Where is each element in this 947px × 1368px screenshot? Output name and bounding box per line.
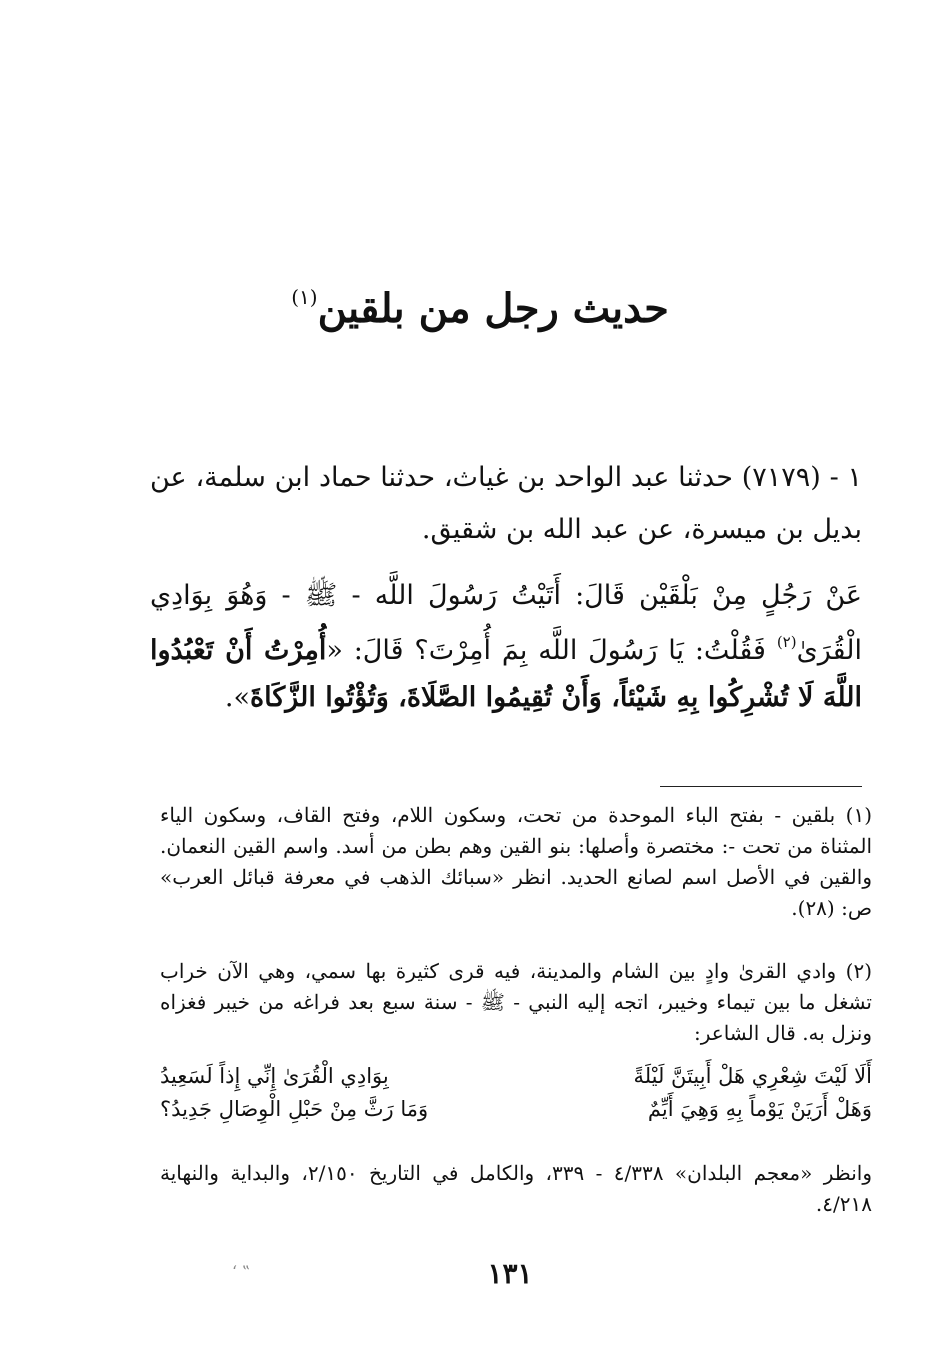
verse-first-hemistich: أَلَا لَيْتَ شِعْرِي هَلْ أَبِيتَنَّ لَيْلَةً	[633, 1064, 872, 1088]
footnote-1: (١) بلقين - بفتح الباء الموحدة من تحت، وسكون اللام، وفتح القاف، وسكون الياء المثناة من تحت -: مختصرة وأصلها: بنو القين وهم بطن من أسد. واسم القين النعمان. والقين في الأصل اسم لصانع الحديد. انظر «سبائك الذهب في معرفة قبائل العرب» ص: (٢٨).	[160, 803, 872, 920]
footnote-references: وانظر «معجم البلدان» ٤/٣٣٨ - ٣٣٩، والكامل في التاريخ ٢/١٥٠، والبداية والنهاية ٤/٢١٨.	[160, 1161, 872, 1216]
footnote-separator	[660, 786, 862, 787]
scan-speck: ‘ ‟	[232, 1262, 251, 1281]
poem-verse	[160, 1093, 872, 1126]
chapter-title	[150, 262, 810, 344]
footnote-ref-2: (٢)	[776, 633, 797, 651]
page-number: ١٣١	[487, 1257, 533, 1290]
matn-text-1: عَنْ رَجُلٍ مِنْ بَلْقَيْن قَالَ: أَتَيْتُ رَسُولَ اللَّه - ﷺ - وَهُوَ بِوَادِي الْقُرَىٰ	[150, 580, 863, 666]
hadith-matn	[150, 572, 862, 721]
footnote-2: (٢) وادي القرىٰ وادٍ بين الشام والمدينة، فيه قرى كثيرة بها سمي، وهي الآن خراب تشغل ما بين تيماء وخيبر، اتجه إليه النبي - ﷺ - سنة سبع بعد فراغه من خيبر فغزاه ونزل به. قال الشاعر:	[160, 959, 872, 1045]
matn-prophetic-saying: أُمِرْتُ أَنْ تَعْبُدُوا اللَّهَ لَا تُشْرِكُوا بِهِ شَيْئاً، وَأَنْ تُقِيمُوا الصَّلَاةَ، وَتُؤْتُوا الزَّكَاةَ	[150, 635, 862, 713]
footnote-ref-1: (١)	[291, 285, 318, 309]
verse-second-hemistich: بِوَادِي الْقُرَىٰ إِنِّي إِذاً لَسَعِيدُ	[160, 1064, 389, 1088]
poem-verse	[160, 1060, 872, 1093]
matn-text-2: فَقُلْتُ: يَا رَسُولَ اللَّه بِمَ أُمِرْتَ؟ قَالَ: «	[326, 635, 777, 666]
verse-first-hemistich: وَهَلْ أَرَيَنْ يَوْماً بِهِ وَهِيَ أَيِّمٌ	[647, 1097, 872, 1121]
verse-second-hemistich: وَمَا رَثَّ مِنْ حَبْلِ الْوِصَالِ جَدِيدُ؟	[160, 1097, 429, 1121]
matn-end: ».	[224, 682, 251, 713]
poem-verses	[160, 1060, 872, 1126]
chapter-title-text: حديث رجل من بلقين	[317, 285, 669, 332]
hadith-isnad: ١ - (٧١٧٩) حدثنا عبد الواحد بن غياث، حدثنا حماد ابن سلمة، عن بديل بن ميسرة، عن عبد الله بن شقيق.	[150, 462, 862, 545]
